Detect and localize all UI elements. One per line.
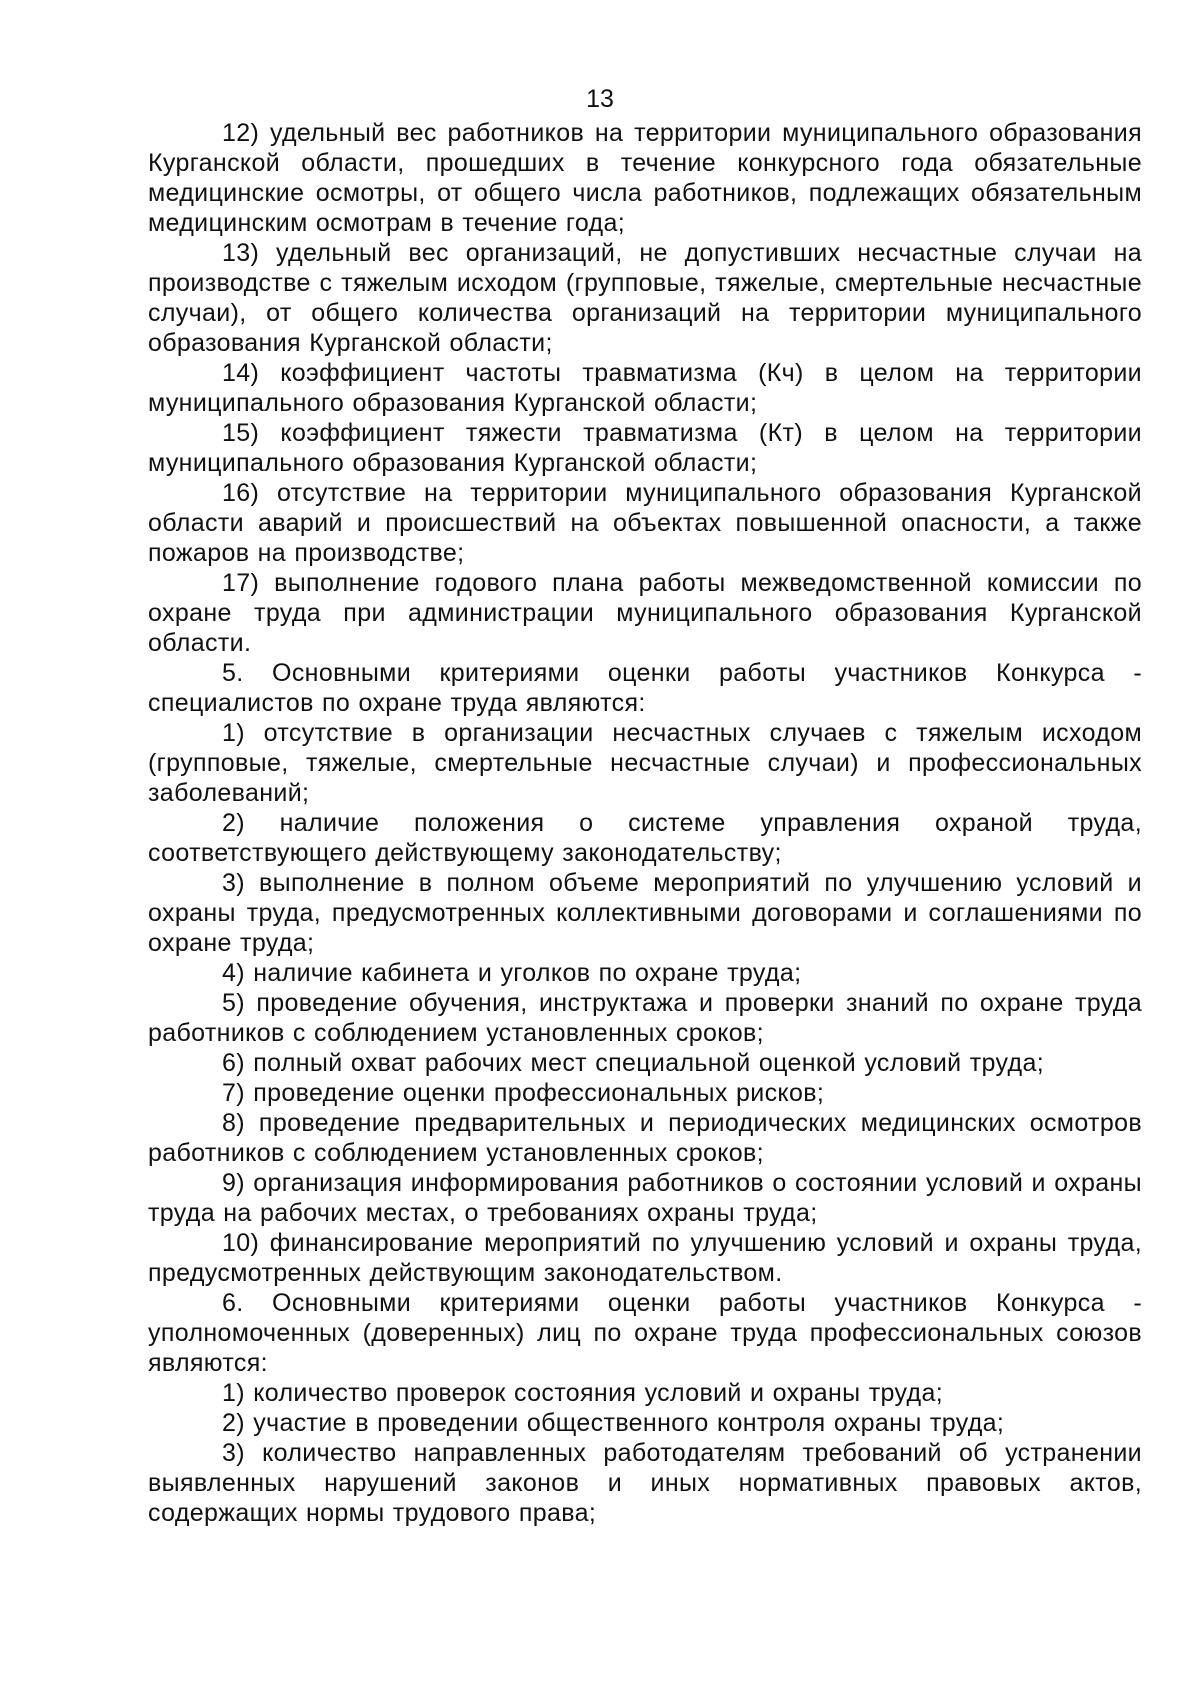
paragraph-item-17: 17) выполнение годового плана работы межведомственной комиссии по охране труда при администрации муниципального образования Курганской области. [148,569,1142,657]
section-5-item-8: 8) проведение предварительных и периодических медицинских осмотров работников с соблюдением установленных сроков; [148,1109,1142,1167]
section-5-item-5: 5) проведение обучения, инструктажа и проверки знаний по охране труда работников с соблюдением установленных сроков; [148,989,1142,1047]
paragraph-item-14: 14) коэффициент частоты травматизма (Кч) в целом на территории муниципального образования Курганской области; [148,359,1142,417]
paragraph-item-12: 12) удельный вес работников на территории муниципального образования Курганской области, прошедших в течение конкурсного года обязательные медицинские осмотры, от общего числа работников, подлежащих обязательным медицинским осмотрам в течение года; [148,119,1142,237]
page-number: 13 [586,85,614,113]
section-6-item-3: 3) количество направленных работодателям требований об устранении выявленных нарушений законов и иных нормативных правовых актов, содержащих нормы трудового права; [148,1439,1142,1527]
section-5-item-1: 1) отсутствие в организации несчастных случаев с тяжелым исходом (групповые, тяжелые, смертельные несчастные случаи) и профессиональных заболеваний; [148,719,1142,807]
section-5-item-2: 2) наличие положения о системе управления охраной труда, соответствующего действующему законодательству; [148,809,1142,867]
paragraph-item-15: 15) коэффициент тяжести травматизма (Кт) в целом на территории муниципального образования Курганской области; [148,419,1142,477]
section-5-item-4: 4) наличие кабинета и уголков по охране труда; [222,959,802,987]
section-5-item-9: 9) организация информирования работников о состоянии условий и охраны труда на рабочих местах, о требованиях охраны труда; [148,1169,1142,1227]
section-5-item-6: 6) полный охват рабочих мест специальной оценкой условий труда; [222,1049,1045,1077]
section-5-item-3: 3) выполнение в полном объеме мероприятий по улучшению условий и охраны труда, предусмотренных коллективными договорами и соглашениями по охране труда; [148,869,1142,957]
section-5-item-7: 7) проведение оценки профессиональных рисков; [222,1079,825,1107]
section-5-heading: 5. Основными критериями оценки работы участников Конкурса - специалистов по охране труда являются: [148,659,1142,717]
section-6-heading: 6. Основными критериями оценки работы участников Конкурса - уполномоченных (доверенных) лиц по охране труда профессиональных союзов являются: [148,1289,1142,1377]
paragraph-item-16: 16) отсутствие на территории муниципального образования Курганской области аварий и происшествий на объектах повышенной опасности, а также пожаров на производстве; [148,479,1142,567]
section-6-item-2: 2) участие в проведении общественного контроля охраны труда; [222,1409,1005,1437]
section-6-item-1: 1) количество проверок состояния условий и охраны труда; [222,1379,944,1407]
document-body [148,118,1142,1528]
section-5-item-10: 10) финансирование мероприятий по улучшению условий и охраны труда, предусмотренных действующим законодательством. [148,1229,1142,1287]
paragraph-item-13: 13) удельный вес организаций, не допустивших несчастные случаи на производстве с тяжелым исходом (групповые, тяжелые, смертельные несчастные случаи), от общего количества организаций на территории муниципального образования Курганской области; [148,239,1142,357]
